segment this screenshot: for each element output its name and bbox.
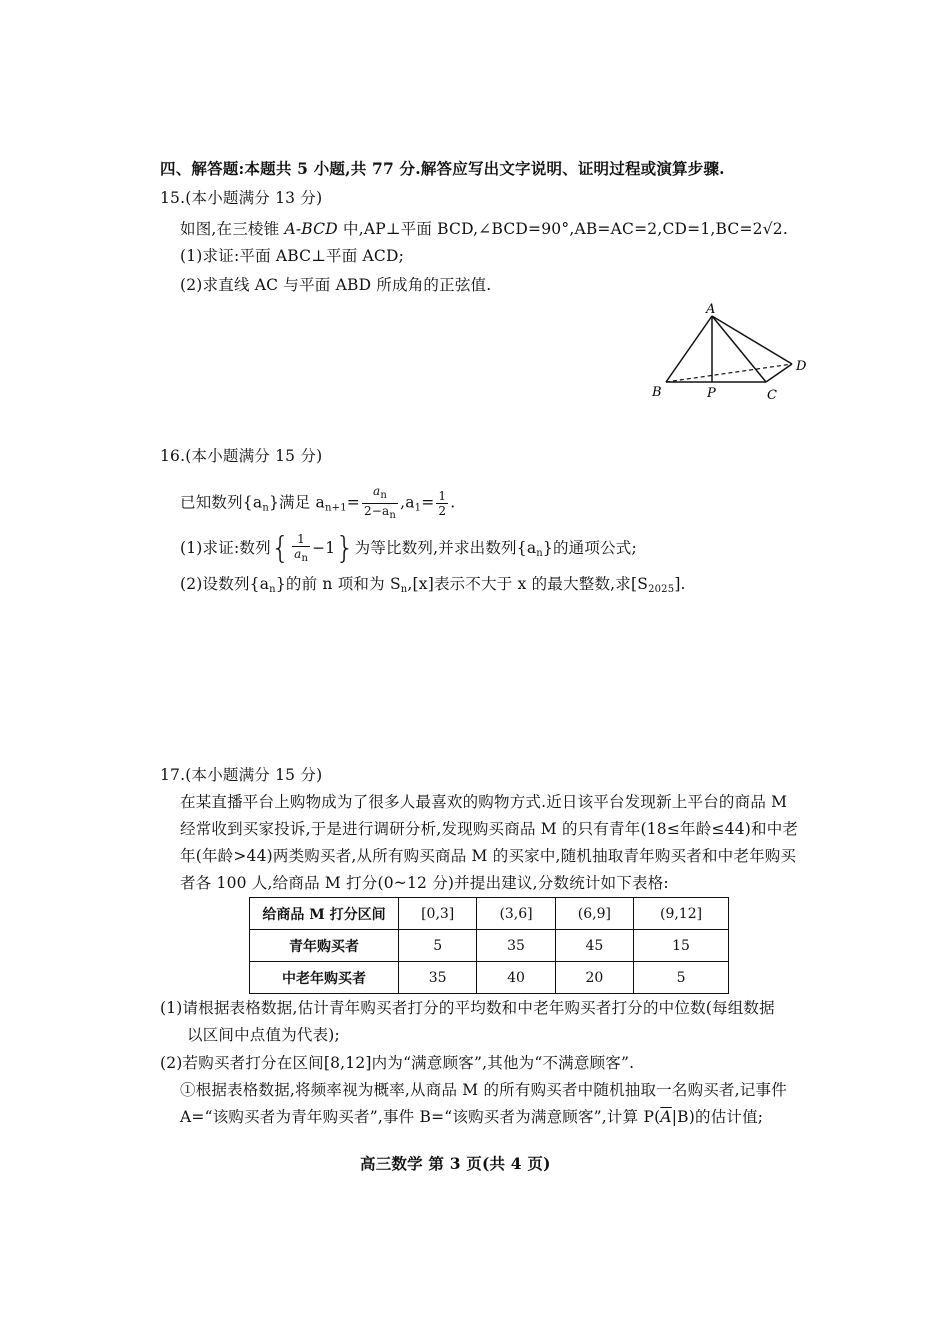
- q17-para-4: 者各 100 人,给商品 M 打分(0~12 分)并提出建议,分数统计如下表格:: [180, 874, 669, 892]
- table-header-row: [250, 898, 729, 930]
- table-header-cell: 给商品 M 打分区间: [250, 898, 399, 930]
- q16-frac1-den: 2−a: [363, 504, 390, 518]
- q16-part1-minus: −1: [312, 539, 336, 557]
- q16-part2-end: ,[x]表示不大于 x 的最大整数,求[S: [407, 575, 649, 593]
- table-cell: 45: [555, 930, 633, 962]
- q17-part2-1a: ①根据表格数据,将频率视为概率,从商品 M 的所有购买者中随机抽取一名购买者,记事件: [180, 1081, 787, 1099]
- q16-part1-frac: [292, 532, 310, 566]
- q15-stem-tetra: A-BCD: [284, 220, 338, 238]
- q17-para-1: 在某直播平台上购物成为了很多人最喜欢的购物方式.近日该平台发现新上平台的商品 M: [180, 793, 788, 811]
- q15-stem-prefix: 如图,在三棱锥: [180, 220, 285, 238]
- q15-stem: [180, 219, 788, 239]
- q16-part2-mid: }的前 n 项和为 S: [275, 575, 401, 593]
- q17-para-3: 年(年龄>44)两类购买者,从所有购买商品 M 的买家中,随机抽取青年购买者和中老年购买: [180, 847, 797, 865]
- table-header-cell: (3,6]: [477, 898, 555, 930]
- q15-header: 15.(本小题满分 13 分): [160, 189, 323, 207]
- label-c: C: [767, 388, 777, 403]
- label-p: P: [707, 386, 716, 401]
- q17-part1-b: 以区间中点值为代表);: [187, 1026, 340, 1044]
- table-cell: 20: [555, 962, 633, 994]
- q16-a1: ,a: [400, 493, 415, 512]
- q17-header: 17.(本小题满分 15 分): [160, 766, 323, 784]
- q17-part1-a: (1)请根据表格数据,估计青年购买者打分的平均数和中老年购买者打分的中位数(每组数据: [160, 999, 775, 1017]
- tetrahedron-figure: [640, 300, 820, 410]
- table-row: [250, 962, 729, 994]
- q17-part2-1b-post: |B)的估计值;: [671, 1108, 764, 1126]
- q15-part2: (2)求直线 AC 与平面 ABD 所成角的正弦值.: [180, 276, 492, 294]
- table-cell: 5: [634, 962, 729, 994]
- q16-stem-mid: }满足 a: [268, 493, 325, 512]
- q15-stem-mid: 中,: [337, 220, 364, 238]
- table-cell: 35: [399, 962, 477, 994]
- right-brace-icon: }: [335, 531, 355, 566]
- label-d: D: [796, 359, 807, 374]
- q16-part2: [180, 574, 686, 600]
- q17-part2-1b-pre: A=“该购买者为青年购买者”,事件 B=“该购买者为满意顾客”,计算 P(: [180, 1108, 661, 1126]
- q16-frac2-num: 1: [438, 489, 447, 503]
- q16-stem-prefix: 已知数列{a: [180, 493, 263, 512]
- q16-part1-frac-num: 1: [292, 532, 310, 547]
- q16-frac-an: [362, 484, 398, 523]
- table-cell: 15: [634, 930, 729, 962]
- table-header-cell: (6,9]: [555, 898, 633, 930]
- q16-part1-end: }的通项公式;: [542, 539, 637, 557]
- q16-frac1-num: a: [373, 484, 381, 498]
- q16-part1: [180, 532, 637, 566]
- table-cell: 40: [477, 962, 555, 994]
- q16-frac-half: [436, 489, 448, 518]
- table-cell: 青年购买者: [250, 930, 399, 962]
- q16-a1-eq: =: [421, 493, 435, 512]
- table-header-cell: (9,12]: [634, 898, 729, 930]
- q16-stem: [180, 484, 455, 523]
- q15-part1: (1)求证:平面 ABC⊥平面 ACD;: [180, 247, 405, 265]
- q16-frac1-den-sub: n: [389, 510, 397, 521]
- q16-part1-frac-den-sub: n: [301, 553, 309, 564]
- q16-part1-frac-den: a: [294, 547, 302, 561]
- q17-para-2: 经常收到买家投诉,于是进行调研分析,发现购买商品 M 的只有青年(18≤年龄≤44)和中老: [180, 820, 799, 838]
- q16-sub-n1: n+1: [324, 502, 347, 514]
- edge-ab: [666, 316, 712, 382]
- q16-part1-suffix: 为等比数列,并求出数列{a: [354, 539, 537, 557]
- q16-part2-sub: n: [269, 584, 276, 595]
- q16-frac2-den: 2: [438, 504, 447, 518]
- left-brace-icon: {: [270, 531, 291, 566]
- q16-eq: =: [346, 493, 360, 512]
- label-a: A: [706, 302, 716, 317]
- q16-part2-close: ].: [674, 575, 686, 593]
- q16-part2-sub3: 2025: [648, 584, 675, 595]
- section-heading: 四、解答题:本题共 5 小题,共 77 分.解答应写出文字说明、证明过程或演算步骤.: [160, 159, 725, 178]
- page-footer: 高三数学 第 3 页(共 4 页): [360, 1154, 551, 1173]
- q16-a1-sub: 1: [414, 502, 422, 514]
- q16-frac1-num-sub: n: [380, 490, 388, 501]
- q16-header: 16.(本小题满分 15 分): [160, 447, 323, 465]
- q16-part2-sub2: n: [400, 584, 408, 595]
- edge-bd-hidden: [666, 364, 792, 382]
- table-row: [250, 930, 729, 962]
- q17-part2-1b: [180, 1107, 763, 1127]
- q16-sub: n: [262, 502, 269, 514]
- table-cell: 35: [477, 930, 555, 962]
- q16-stem-end: .: [450, 493, 456, 512]
- q17-part2: (2)若购买者打分在区间[8,12]内为“满意顾客”,其他为“不满意顾客”.: [160, 1054, 635, 1072]
- q15-stem-cond: AP⊥平面 BCD,∠BCD=90°,AB=AC=2,CD=1,BC=2√2.: [363, 220, 788, 238]
- table-cell: 5: [399, 930, 477, 962]
- edge-ad: [712, 316, 792, 364]
- q16-part1-prefix: (1)求证:数列: [180, 539, 271, 557]
- q16-part2-prefix: (2)设数列{a: [180, 575, 270, 593]
- q16-part1-sub: n: [536, 548, 543, 559]
- score-table: [249, 897, 729, 994]
- table-header-cell: [0,3]: [399, 898, 477, 930]
- table-cell: 中老年购买者: [250, 962, 399, 994]
- q17-abar: $\overline{A}$: [660, 1108, 672, 1126]
- label-b: B: [652, 385, 662, 400]
